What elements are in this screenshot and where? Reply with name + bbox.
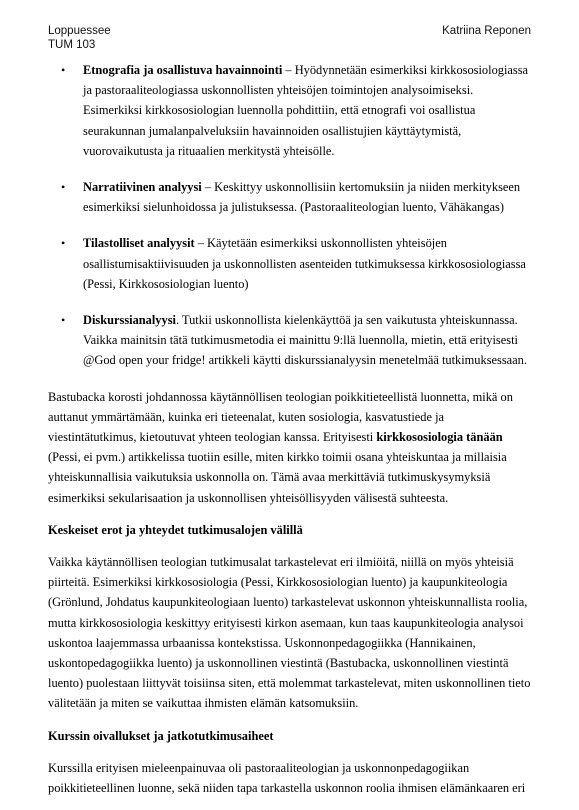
list-item <box>48 177 532 217</box>
method-list <box>48 60 532 371</box>
bullet-icon: • <box>61 180 66 195</box>
section-heading-differences: Keskeiset erot ja yhteydet tutkimusalojen välillä <box>48 522 303 537</box>
bullet-icon: • <box>61 313 66 328</box>
list-item-text: – Keskittyy uskonnollisiin kertomuksiin ja niiden merkitykseen esimerkiksi sielunhoidossa ja julistuksessa. (Pastoraaliteologian luento, Vähäkangas) <box>83 180 521 215</box>
section-heading-insights: Kurssin oivallukset ja jatkotutkimusaiheet <box>48 728 274 743</box>
list-item-text: – Käytetään esimerkiksi uskonnollisten yhteisöjen osallistumisaktiivisuuden ja uskonnollisten asenteiden tutkimuksessa kirkkososiologiassa (Pessi, Kirkkososiologian luento) <box>83 236 526 291</box>
bullet-icon: • <box>61 236 66 251</box>
list-item <box>48 310 532 371</box>
list-item-term: Narratiivinen analyysi <box>83 180 202 195</box>
paragraph-intro: Bastubacka korosti johdannossa käytännöllisen teologian poikkitieteellistä luonnetta, mikä on auttanut ymmärtämään, kuinka eri tieteenalat, kuten sosiologia, kasvatustiede ja viestintätutkimus, kietoutuvat yhteen teologian kanssa. Erityisesti kirkkososiologia tänään (Pessi, ei pvm.) artikkelissa tuotiin esille, miten kirkko toimii osana yhteiskuntaa ja millaisia yhteiskunnallisia vaikutuksia uskonnolla on. Tämä avaa merkittäviä tutkimuskysymyksiä esimerkiksi sekularisaation ja uskonnollisen yhteisöllisyyden välisestä suhteesta. <box>48 389 513 505</box>
page-header-left <box>48 24 111 52</box>
list-item-term: Diskurssianalyysi <box>83 313 176 328</box>
paragraph-insights: Kurssilla erityisen mieleenpainuvaa oli pastoraaliteologian ja uskonnonpedagogiikan poikkitieteellinen luonne, sekä niiden tapa tarkastella uskonnon roolia ihmisen elämänkaaren eri <box>48 760 526 796</box>
list-item <box>48 60 532 161</box>
paragraph-differences: Vaikka käytännöllisen teologian tutkimusalat tarkastelevat eri ilmiöitä, niillä on myös yhteisiä piirteitä. Esimerkiksi kirkkososiologia (Pessi, Kirkkososiologian luento) ja kaupunkiteologia (Grönlund, Johdatus kaupunkiteologiaan luento) tarkastelevat uskonnon yhteiskunnallista roolia, mutta kirkkososiologia keskittyy erityisesti kirkon asemaan, kun taas kaupunkiteologia analysoi uskontoa laajemmassa urbaanissa kontekstissa. Uskonnonpedagogiikka (Hannikainen, uskontopedagogiikka luento) ja uskonnollinen viestintä (Bastubacka, uskonnollinen viestintä luento) puolestaan liittyvät toisiinsa siten, että molemmat tarkastelevat, miten uskonnollinen tieto välitetään ja miten se vaikuttaa ihmisten elämän katsomuksiin. <box>48 555 531 711</box>
bullet-icon: • <box>61 63 66 77</box>
list-item-term: Tilastolliset analyysit <box>83 236 195 251</box>
header-author: Katriina Reponen <box>442 25 531 37</box>
document-body <box>48 60 532 810</box>
header-course-code: TUM 103 <box>48 39 96 51</box>
emphasized-title: kirkkososiologia tänään <box>376 430 503 445</box>
header-document-type: Loppuessee <box>48 25 111 37</box>
list-item <box>48 233 532 294</box>
list-item-text: . Tutkii uskonnollista kielenkäyttöä ja sen vaikutusta yhteiskunnassa. Vaikka mainitsin tätä tutkimusmetodia ei mainittu 9:llä luennolla, mietin, että erityisesti @God open your fridge! artikkeli käytti diskurssianalyysin menetelmää tutkimuksessaan. <box>83 313 527 368</box>
list-item-text: – Hyödynnetään esimerkiksi kirkkososiologiassa ja pastoraaliteologiassa uskonnollisten yhteisöjen toimintojen analysoimiseksi. Esimerkiksi kirkkososiologian luennolla pohdittiin, että etnografi voi osallistua seurakunnan jumalanpalveluksiin havainnoiden osallistujien käyttäytymistä, vuorovaikutusta ja rituaalien merkitystä yhteisölle. <box>83 63 529 158</box>
list-item-term: Etnografia ja osallistuva havainnointi <box>83 63 283 77</box>
